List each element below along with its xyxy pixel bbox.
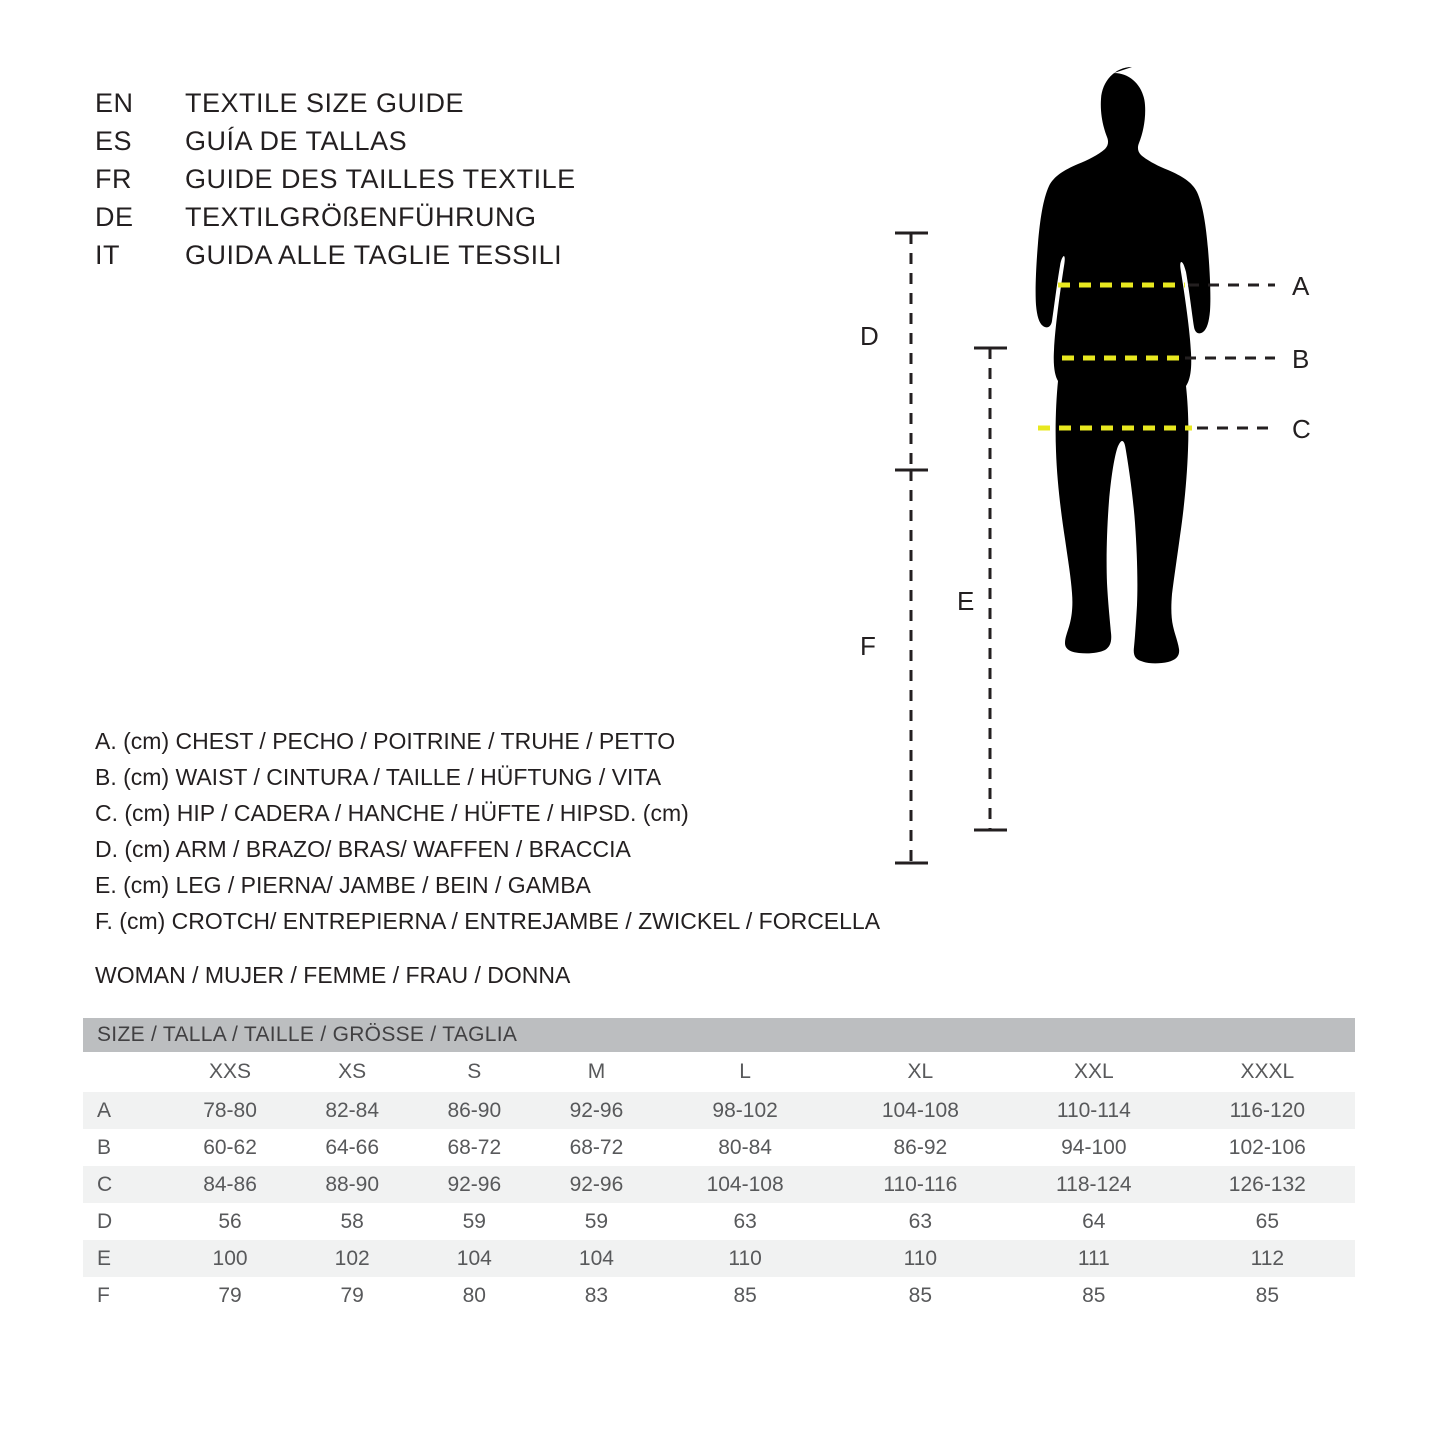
cell-a-xxs: 78-80 xyxy=(169,1092,291,1129)
title-row-es xyxy=(95,126,576,164)
cell-f-s: 80 xyxy=(413,1277,535,1314)
leg-measure-bracket xyxy=(974,348,1007,830)
row-label-b: B xyxy=(83,1129,169,1166)
gender-label: WOMAN / MUJER / FEMME / FRAU / DONNA xyxy=(95,962,571,988)
arm-measure-bracket xyxy=(895,233,928,470)
cell-b-xxs: 60-62 xyxy=(169,1129,291,1166)
title-lang-fr: FR xyxy=(95,164,132,194)
cell-e-l: 110 xyxy=(658,1240,833,1277)
cell-d-xxl: 64 xyxy=(1008,1203,1180,1240)
cell-a-xl: 104-108 xyxy=(833,1092,1008,1129)
cell-b-xxl: 94-100 xyxy=(1008,1129,1180,1166)
legend-item-b: B. (cm) WAIST / CINTURA / TAILLE / HÜFTUNG / VITA xyxy=(95,764,662,790)
cell-d-xxs: 56 xyxy=(169,1203,291,1240)
cell-c-xxl: 118-124 xyxy=(1008,1166,1180,1203)
cell-c-xl: 110-116 xyxy=(833,1166,1008,1203)
callout-label-a: A xyxy=(1292,271,1310,301)
cell-f-xxl: 85 xyxy=(1008,1277,1180,1314)
cell-b-m: 68-72 xyxy=(535,1129,657,1166)
cell-c-xxs: 84-86 xyxy=(169,1166,291,1203)
cell-c-m: 92-96 xyxy=(535,1166,657,1203)
cell-e-s: 104 xyxy=(413,1240,535,1277)
title-row-it xyxy=(95,240,576,278)
row-label-d: D xyxy=(83,1203,169,1240)
title-row-en xyxy=(95,88,576,126)
female-silhouette-icon xyxy=(1036,67,1211,663)
row-label-a: A xyxy=(83,1092,169,1129)
cell-a-l: 98-102 xyxy=(658,1092,833,1129)
bracket-label-f: F xyxy=(860,631,876,661)
bracket-label-e: E xyxy=(957,586,975,616)
cell-b-xl: 86-92 xyxy=(833,1129,1008,1166)
callout-label-c: C xyxy=(1292,414,1311,444)
table-header-xl: XL xyxy=(833,1052,1008,1092)
table-header-xxs: XXS xyxy=(169,1052,291,1092)
title-row-de xyxy=(95,202,576,240)
bracket-label-d: D xyxy=(860,321,879,351)
measurement-legend xyxy=(95,723,880,939)
table-row xyxy=(83,1277,1355,1314)
table-banner-row xyxy=(83,1018,1355,1052)
legend-item-e: E. (cm) LEG / PIERNA/ JAMBE / BEIN / GAMBA xyxy=(95,872,591,898)
cell-b-xs: 64-66 xyxy=(291,1129,413,1166)
cell-c-xxxl: 126-132 xyxy=(1180,1166,1355,1203)
title-row-fr xyxy=(95,164,576,202)
cell-c-xs: 88-90 xyxy=(291,1166,413,1203)
row-label-f: F xyxy=(83,1277,169,1314)
table-header-l: L xyxy=(658,1052,833,1092)
row-label-c: C xyxy=(83,1166,169,1203)
cell-e-xl: 110 xyxy=(833,1240,1008,1277)
cell-d-xs: 58 xyxy=(291,1203,413,1240)
cell-e-xxs: 100 xyxy=(169,1240,291,1277)
table-header-xxl: XXL xyxy=(1008,1052,1180,1092)
table-row xyxy=(83,1203,1355,1240)
cell-e-xxl: 111 xyxy=(1008,1240,1180,1277)
legend-item-f: F. (cm) CROTCH/ ENTREPIERNA / ENTREJAMBE / ZWICKEL / FORCELLA xyxy=(95,908,881,934)
table-row xyxy=(83,1240,1355,1277)
table-header-m: M xyxy=(535,1052,657,1092)
cell-a-m: 92-96 xyxy=(535,1092,657,1129)
table-banner-label: SIZE / TALLA / TAILLE / GRÖSSE / TAGLIA xyxy=(83,1018,1355,1052)
title-text-es: GUÍA DE TALLAS xyxy=(185,126,408,156)
table-row xyxy=(83,1129,1355,1166)
cell-d-l: 63 xyxy=(658,1203,833,1240)
cell-f-xxxl: 85 xyxy=(1180,1277,1355,1314)
title-text-de: TEXTILGRÖßENFÜHRUNG xyxy=(185,202,537,232)
table-header-xxxl: XXXL xyxy=(1180,1052,1355,1092)
legend-item-c: C. (cm) HIP / CADERA / HANCHE / HÜFTE / HIPSD. (cm) xyxy=(95,800,689,826)
cell-b-l: 80-84 xyxy=(658,1129,833,1166)
title-text-en: TEXTILE SIZE GUIDE xyxy=(185,88,465,118)
cell-e-m: 104 xyxy=(535,1240,657,1277)
cell-d-xxxl: 65 xyxy=(1180,1203,1355,1240)
title-text-it: GUIDA ALLE TAGLIE TESSILI xyxy=(185,240,563,270)
cell-f-m: 83 xyxy=(535,1277,657,1314)
cell-e-xxxl: 112 xyxy=(1180,1240,1355,1277)
callout-label-b: B xyxy=(1292,344,1310,374)
cell-c-l: 104-108 xyxy=(658,1166,833,1203)
cell-a-xxxl: 116-120 xyxy=(1180,1092,1355,1129)
title-block xyxy=(95,88,576,278)
cell-f-xxs: 79 xyxy=(169,1277,291,1314)
table-row xyxy=(83,1092,1355,1129)
cell-b-xxxl: 102-106 xyxy=(1180,1129,1355,1166)
title-lang-it: IT xyxy=(95,240,120,270)
table-row xyxy=(83,1166,1355,1203)
cell-d-m: 59 xyxy=(535,1203,657,1240)
cell-a-xxl: 110-114 xyxy=(1008,1092,1180,1129)
cell-f-xl: 85 xyxy=(833,1277,1008,1314)
size-chart-table xyxy=(83,1018,1355,1314)
title-lang-de: DE xyxy=(95,202,134,232)
cell-a-xs: 82-84 xyxy=(291,1092,413,1129)
cell-b-s: 68-72 xyxy=(413,1129,535,1166)
cell-d-s: 59 xyxy=(413,1203,535,1240)
title-lang-es: ES xyxy=(95,126,133,156)
table-header-xs: XS xyxy=(291,1052,413,1092)
legend-item-d: D. (cm) ARM / BRAZO/ BRAS/ WAFFEN / BRACCIA xyxy=(95,836,631,862)
body-measurement-diagram xyxy=(840,55,1380,905)
cell-c-s: 92-96 xyxy=(413,1166,535,1203)
cell-f-xs: 79 xyxy=(291,1277,413,1314)
title-text-fr: GUIDE DES TAILLES TEXTILE xyxy=(185,164,576,194)
cell-a-s: 86-90 xyxy=(413,1092,535,1129)
table-header-corner xyxy=(83,1052,169,1092)
row-label-e: E xyxy=(83,1240,169,1277)
table-header-row xyxy=(83,1052,1355,1092)
legend-item-a: A. (cm) CHEST / PECHO / POITRINE / TRUHE / PETTO xyxy=(95,728,676,754)
table-header-s: S xyxy=(413,1052,535,1092)
cell-d-xl: 63 xyxy=(833,1203,1008,1240)
title-lang-en: EN xyxy=(95,88,134,118)
cell-f-l: 85 xyxy=(658,1277,833,1314)
crotch-measure-bracket xyxy=(895,470,928,863)
cell-e-xs: 102 xyxy=(291,1240,413,1277)
